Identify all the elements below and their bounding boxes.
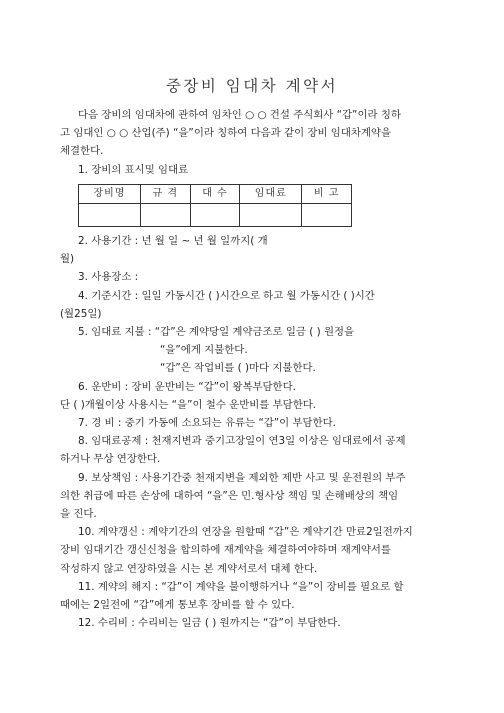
table-header-cell: 임대료	[240, 184, 302, 203]
table-cell	[240, 204, 302, 227]
table-row	[79, 204, 352, 227]
clause-line: 장비 임대기간 갱신신청을 합의하에 재계약을 체결하여야하며 재계약서를	[60, 544, 391, 557]
clause-line: “갑”은 작업비를 ( )마다 지불한다.	[160, 362, 316, 375]
clause-line: 8. 임대료공제 : 천재지변과 중기고장일이 연3일 이상은 임대료에서 공제	[78, 435, 406, 448]
contract-body	[60, 106, 444, 632]
section-heading: 1. 장비의 표시및 임대료	[78, 163, 189, 176]
clause-list	[60, 232, 444, 632]
clause-line: 11. 계약의 해지 : “갑”이 계약을 불이행하거나 “을”이 장비를 필요로 할	[78, 580, 404, 593]
table-cell	[79, 204, 141, 227]
clause-line: 7. 경 비 : 중기 가동에 소요되는 유류는 “갑”이 부담한다.	[78, 417, 336, 430]
clause-line: 6. 운반비 : 장비 운반비는 “갑”이 왕복부담한다.	[78, 380, 296, 393]
table-cell	[140, 204, 190, 227]
clause-line: 10. 계약갱신 : 계약기간의 연장을 원할때 “갑”은 계약기간 만료2일전까지	[78, 526, 413, 539]
clause-line: 5. 임대료 지불 : “갑”은 계약당일 계약금조로 일금 ( ) 원정을	[78, 326, 355, 339]
table-header-cell: 장비명	[79, 184, 141, 203]
equipment-table-wrap	[78, 184, 444, 227]
clause-line: 2. 사용기간 : 년 월 일 ~ 년 월 일까지( 개	[78, 235, 268, 248]
table-cell	[302, 204, 352, 227]
clause-line: 을 진다.	[60, 508, 97, 521]
clause-line: 12. 수리비 : 수리비는 일금 ( ) 원까지는 “갑”이 부담한다.	[78, 617, 341, 630]
clause-line: 월)	[60, 253, 75, 266]
table-cell	[190, 204, 240, 227]
clause-line: 때에는 2일전에 “갑”에게 통보후 장비를 할 수 있다.	[60, 599, 295, 612]
clause-line: 3. 사용장소 :	[78, 271, 139, 284]
document-title: 중장비 임대차 계약서	[165, 77, 339, 95]
clause-line: 9. 보상책임 : 사용기간중 천재지변을 제외한 제반 사고 및 운전원의 부주	[78, 471, 406, 484]
clause-line: “을”에게 지불한다.	[160, 344, 248, 357]
equipment-table	[78, 184, 352, 227]
clause-line: 단 ( )개월이상 사용시는 “을”이 철수 운반비를 부담한다.	[60, 398, 317, 411]
clause-line: (월25일)	[60, 307, 102, 320]
intro-line: 고 임대인 ○ ○ 산업(주) “을”이라 칭하여 다음과 같이 장비 임대차계약을	[60, 127, 392, 140]
clause-line: 하거나 무상 연장한다.	[60, 453, 161, 466]
table-header-row	[79, 184, 352, 203]
table-header-cell: 규 격	[140, 184, 190, 203]
clause-line: 의한 취급에 따른 손상에 대하여 “을”은 민.형사상 책임 및 손해배상의 책임	[60, 489, 399, 502]
table-header-cell: 비 고	[302, 184, 352, 203]
clause-line: 4. 기준시간 : 일일 가동시간 ( )시간으로 하고 월 가동시간 ( )시간	[78, 289, 375, 302]
table-header-cell: 대 수	[190, 184, 240, 203]
clause-line: 작성하지 않고 연장하였을 시는 본 계약서로서 대체 한다.	[60, 562, 318, 575]
intro-line: 체결한다.	[60, 145, 104, 158]
intro-line: 다음 장비의 임대차에 관하여 임차인 ○ ○ 건설 주식회사 “갑”이라 칭하	[78, 109, 401, 121]
